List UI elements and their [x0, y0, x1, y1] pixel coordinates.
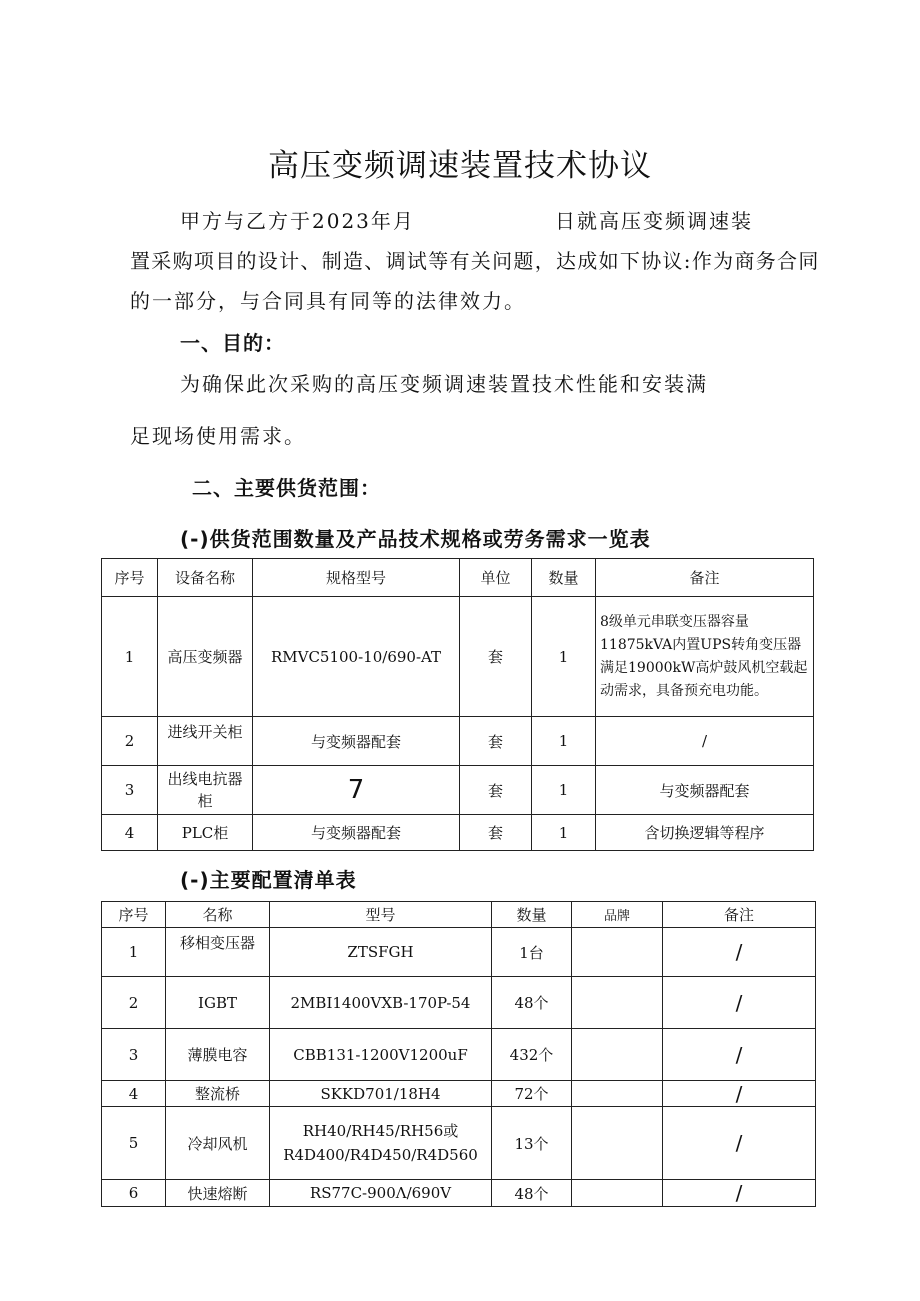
- cell-model: [270, 1107, 492, 1180]
- cell-name: IGBT: [166, 977, 270, 1029]
- table-row: [102, 1107, 816, 1180]
- cell-brand: [572, 1081, 663, 1107]
- cell-brand: [572, 1107, 663, 1180]
- table2-caption: (-)主要配置清单表: [180, 868, 357, 892]
- config-list-table: [101, 901, 816, 1207]
- table-header-row: [102, 902, 816, 928]
- cell-qty: 1: [532, 815, 596, 851]
- cell-no: 1: [102, 928, 166, 977]
- cell-name: 进线开关柜: [158, 717, 253, 766]
- table-row: [102, 1029, 816, 1081]
- cell-unit: 套: [460, 815, 532, 851]
- cell-brand: [572, 928, 663, 977]
- col-header-qty: 数量: [532, 559, 596, 597]
- intro-line2: 置采购项目的设计、制造、调试等有关问题，达成如下协议:作为商务合同: [130, 249, 820, 273]
- cell-note: /: [663, 1107, 816, 1180]
- col-header-spec: 规格型号: [253, 559, 460, 597]
- document-title: 高压变频调速装置技术协议: [268, 148, 652, 184]
- cell-qty: 1: [532, 597, 596, 717]
- cell-no: 5: [102, 1107, 166, 1180]
- cell-no: 2: [102, 717, 158, 766]
- cell-qty: 1台: [492, 928, 572, 977]
- cell-no: 4: [102, 815, 158, 851]
- col-header-brand: 品牌: [572, 902, 663, 928]
- table-row: [102, 815, 814, 851]
- cell-name: 出线电抗器柜: [158, 766, 253, 815]
- cell-model: RS77C-900Λ/690V: [270, 1180, 492, 1207]
- cell-qty: 1: [532, 766, 596, 815]
- table-row: [102, 1180, 816, 1207]
- col-header-model: 型号: [270, 902, 492, 928]
- col-header-qty: 数量: [492, 902, 572, 928]
- col-header-no: 序号: [102, 559, 158, 597]
- cell-qty: 13个: [492, 1107, 572, 1180]
- section1-heading: 一、目的：: [180, 331, 285, 355]
- table-header-row: [102, 559, 814, 597]
- cell-model: 2MBI1400VXB-170P-54: [270, 977, 492, 1029]
- table-row: [102, 717, 814, 766]
- col-header-no: 序号: [102, 902, 166, 928]
- table1-caption: (-)供货范围数量及产品技术规格或劳务需求一览表: [180, 527, 651, 551]
- cell-brand: [572, 1029, 663, 1081]
- cell-no: 3: [102, 1029, 166, 1081]
- col-header-name: 设备名称: [158, 559, 253, 597]
- cell-spec: 7: [253, 766, 460, 815]
- cell-no: 4: [102, 1081, 166, 1107]
- cell-model-line1: RH40/RH45/RH56或: [302, 1122, 459, 1140]
- supply-scope-table: [101, 558, 814, 851]
- table-row: [102, 597, 814, 717]
- col-header-note: 备注: [663, 902, 816, 928]
- intro-line1-b: 日就高压变频调速装: [555, 209, 753, 233]
- cell-name: 薄膜电容: [166, 1029, 270, 1081]
- cell-note: 与变频器配套: [596, 766, 814, 815]
- cell-spec: RMVC5100-10/690-AT: [253, 597, 460, 717]
- cell-no: 3: [102, 766, 158, 815]
- table-row: [102, 1081, 816, 1107]
- cell-name: 整流桥: [166, 1081, 270, 1107]
- cell-qty: 72个: [492, 1081, 572, 1107]
- cell-name: 快速熔断: [166, 1180, 270, 1207]
- cell-no: 2: [102, 977, 166, 1029]
- cell-no: 1: [102, 597, 158, 717]
- cell-qty: 432个: [492, 1029, 572, 1081]
- cell-name: 冷却风机: [166, 1107, 270, 1180]
- cell-unit: 套: [460, 766, 532, 815]
- cell-note: 含切换逻辑等程序: [596, 815, 814, 851]
- cell-note: 8级单元串联变压器容量11875kVA内置UPS转角变压器满足19000kW高炉鼓风机空载起动需求，具备预充电功能。: [596, 597, 814, 717]
- intro-line1-a: 甲方与乙方于2023年月: [180, 209, 415, 233]
- col-header-name: 名称: [166, 902, 270, 928]
- cell-model: ZTSFGH: [270, 928, 492, 977]
- cell-name: PLC柜: [158, 815, 253, 851]
- table-row: [102, 928, 816, 977]
- intro-line3: 的一部分，与合同具有同等的法律效力。: [130, 289, 526, 313]
- cell-brand: [572, 1180, 663, 1207]
- cell-note: /: [663, 1180, 816, 1207]
- cell-note: /: [663, 1081, 816, 1107]
- table-row: [102, 977, 816, 1029]
- col-header-unit: 单位: [460, 559, 532, 597]
- cell-unit: 套: [460, 717, 532, 766]
- cell-model: SKKD701/18H4: [270, 1081, 492, 1107]
- cell-no: 6: [102, 1180, 166, 1207]
- cell-name: 高压变频器: [158, 597, 253, 717]
- table-row: [102, 766, 814, 815]
- cell-note: /: [663, 928, 816, 977]
- cell-model: CBB131-1200V1200uF: [270, 1029, 492, 1081]
- cell-brand: [572, 977, 663, 1029]
- cell-note: /: [596, 717, 814, 766]
- section2-heading: 二、主要供货范围：: [192, 476, 381, 500]
- cell-unit: 套: [460, 597, 532, 717]
- cell-spec: 与变频器配套: [253, 717, 460, 766]
- cell-model-line2: R4D400/R4D450/R4D560: [283, 1146, 478, 1164]
- cell-qty: 48个: [492, 1180, 572, 1207]
- cell-note: /: [663, 1029, 816, 1081]
- cell-spec: 与变频器配套: [253, 815, 460, 851]
- section1-line2: 足现场使用需求。: [130, 424, 306, 448]
- section1-line1: 为确保此次采购的高压变频调速装置技术性能和安装满: [180, 372, 708, 396]
- cell-qty: 1: [532, 717, 596, 766]
- cell-note: /: [663, 977, 816, 1029]
- col-header-note: 备注: [596, 559, 814, 597]
- cell-qty: 48个: [492, 977, 572, 1029]
- cell-name: 移相变压器: [166, 928, 270, 977]
